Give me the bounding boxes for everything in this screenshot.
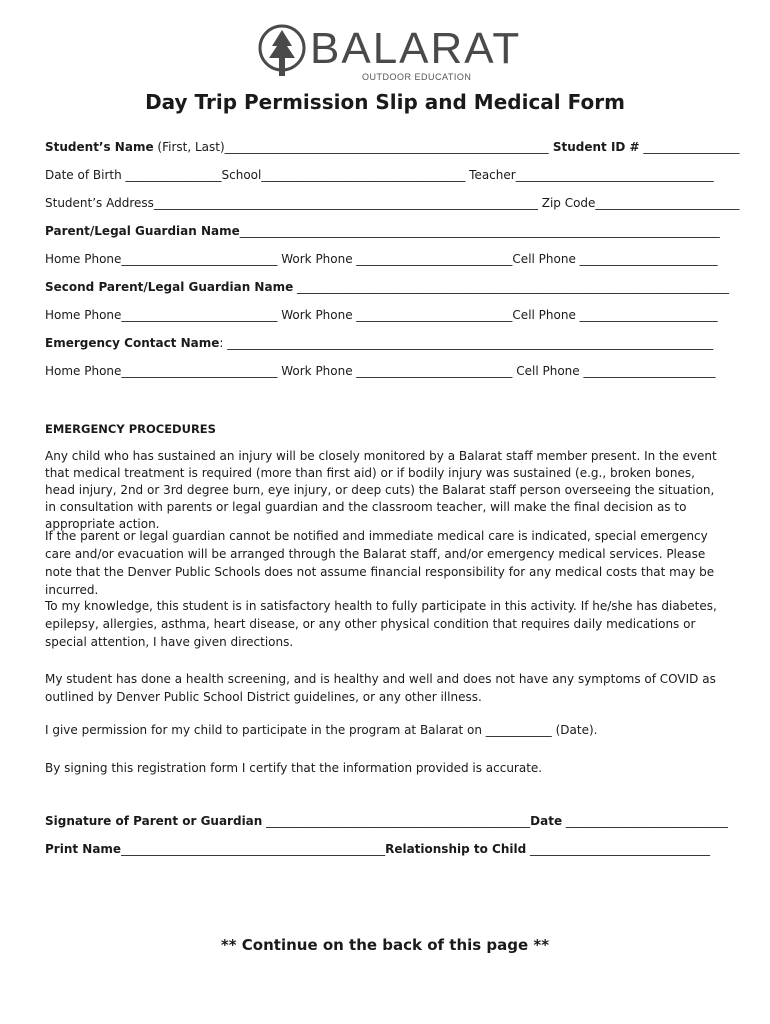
logo-subtitle: OUTDOOR EDUCATION [362,72,472,82]
phones-row-2[interactable]: Home Phone__________________________ Work Phone __________________________Cell Phone _______________________ [45,308,718,322]
guardian-label: Parent/Legal Guardian Name [45,224,240,238]
dob-row[interactable]: Date of Birth ________________School__________________________________ Teacher_________________________________ [45,168,714,182]
balarat-logo [258,22,522,84]
second-guardian-field[interactable]: ________________________________________________________________________ [293,280,730,294]
guardian-row [45,224,725,238]
signature-row [45,814,728,828]
student-name-row [45,140,740,154]
paragraph-5: I give permission for my child to participate in the program at Balarat on ___________ (Date). [45,723,598,737]
logo-wordmark: BALARAT [310,24,522,73]
print-name-label: Print Name [45,842,122,856]
signature-field[interactable]: ____________________________________________ [262,814,531,828]
print-name-field[interactable]: ____________________________________________ [121,842,386,856]
emergency-field[interactable]: : _________________________________________________________________________________ [219,336,714,350]
emergency-label: Emergency Contact Name [45,336,220,350]
student-name-field[interactable]: (First, Last)______________________________________________________ [153,140,549,154]
relationship-field[interactable]: ______________________________ [526,842,711,856]
address-row[interactable]: Student’s Address________________________________________________________________ Zip Code________________________ [45,196,740,210]
paragraph-3: To my knowledge, this student is in satisfactory health to fully participate in this activity. If he/she has diabetes, epilepsy, allergies, asthma, heart disease, or any other physical condition that requires daily medications or special attention, I have given directions. [45,599,717,649]
student-id-field[interactable]: ________________ [639,140,740,154]
paragraph-1: Any child who has sustained an injury will be closely monitored by a Balarat staff member present. In the event that medical treatment is required (more than first aid) or if bodily injury was sustained (e.g., broken bones, head injury, 2nd or 3rd degree burn, eye injury, or deep cuts) the Balarat staff person overseeing the situation, in consultation with parents or legal guardian and the classroom teacher, will make the final decision as to appropriate action. [45,449,717,531]
date-field[interactable]: ___________________________ [562,814,728,828]
student-id-label: Student ID # [548,140,640,154]
emergency-row [45,336,725,350]
relationship-label: Relationship to Child [385,842,527,856]
print-name-row [45,842,725,856]
page-title: Day Trip Permission Slip and Medical Form [145,90,625,114]
section-heading: EMERGENCY PROCEDURES [45,422,216,436]
signature-label: Signature of Parent or Guardian [45,814,263,828]
guardian-field[interactable]: ________________________________________________________________________________ [239,224,720,238]
student-name-label: Student’s Name [45,140,154,154]
paragraph-6: By signing this registration form I certify that the information provided is accurate. [45,761,543,775]
continue-note: ** Continue on the back of this page ** [220,936,550,954]
paragraph-4: My student has done a health screening, and is healthy and well and does not have any symptoms of COVID as outlined by Denver Public School District guidelines, or any other illness. [45,672,716,704]
date-label: Date [530,814,563,828]
second-guardian-row [45,280,730,294]
phones-row-1[interactable]: Home Phone__________________________ Work Phone __________________________Cell Phone _______________________ [45,252,718,266]
tree-icon [258,24,306,78]
second-guardian-label: Second Parent/Legal Guardian Name [45,280,294,294]
paragraph-2: If the parent or legal guardian cannot be notified and immediate medical care is indicated, special emergency care and/or evacuation will be arranged through the Balarat staff, and/or emergency medical services. Please note that the Denver Public Schools does not assume financial responsibility for any medical costs that may be incurred. [45,529,715,597]
phones-row-3[interactable]: Home Phone__________________________ Work Phone __________________________ Cell Phone ______________________ [45,364,716,378]
